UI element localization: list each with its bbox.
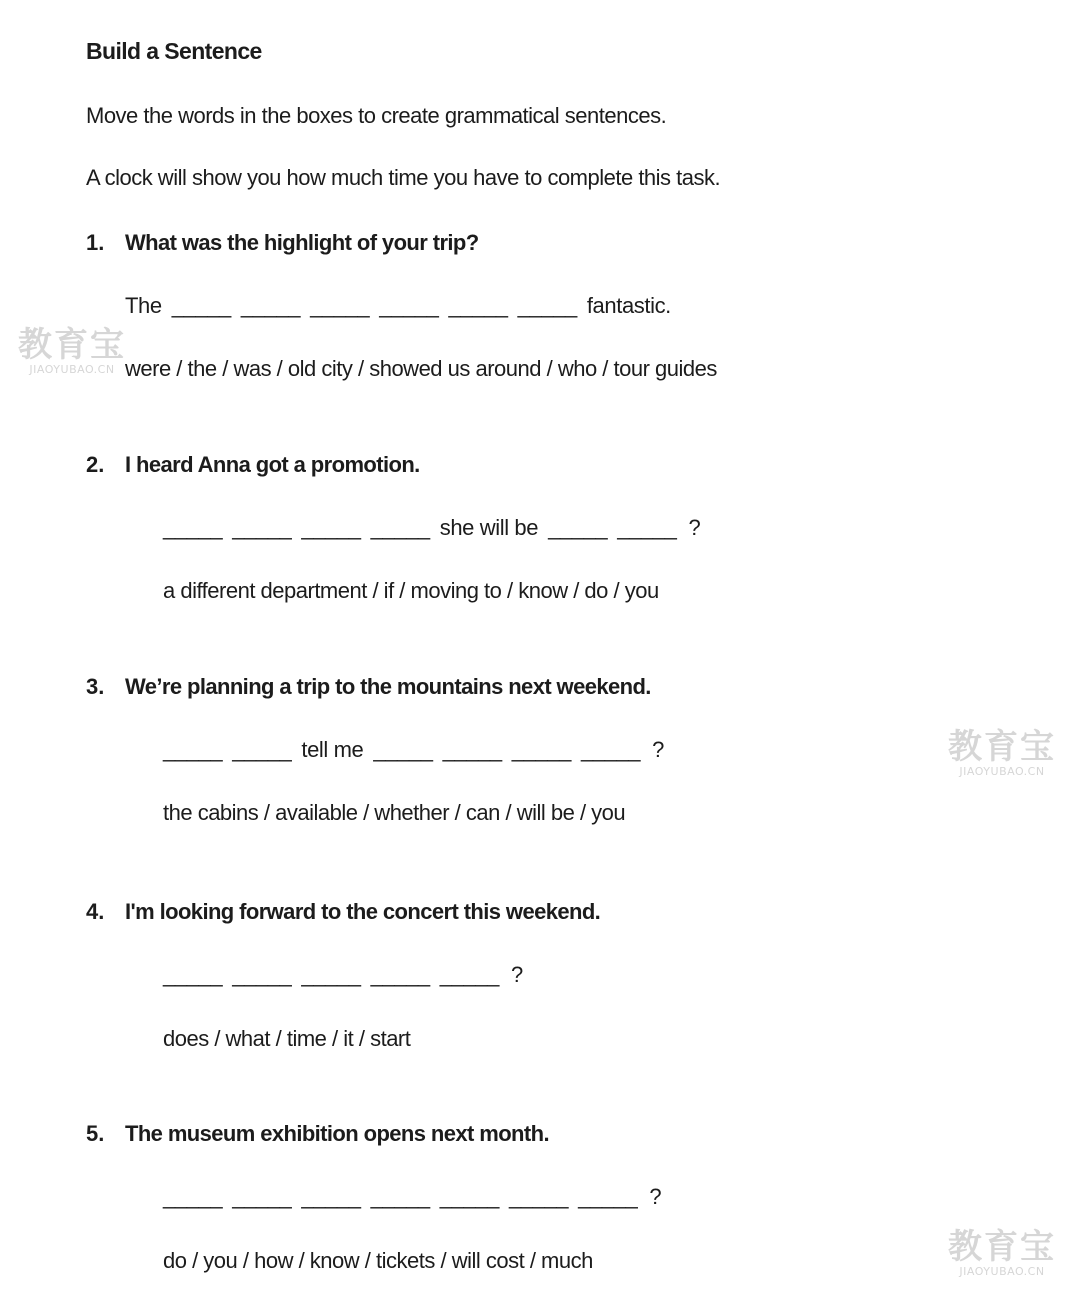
sentence-punctuation: ?: [649, 1184, 662, 1209]
question-5-prompt: The museum exhibition opens next month.: [125, 1121, 549, 1146]
question-1-word-bank: were / the / was / old city / showed us around / who / tour guides: [125, 356, 717, 381]
instruction-1: Move the words in the boxes to create grammatical sentences.: [86, 103, 667, 128]
answer-blank[interactable]: _____: [163, 737, 223, 762]
question-2-word-bank: a different department / if / moving to / know / do / you: [163, 578, 659, 603]
question-4-word-bank: does / what / time / it / start: [163, 1026, 411, 1051]
watermark-chinese: 教育宝: [18, 325, 126, 365]
answer-blank[interactable]: _____: [578, 1184, 638, 1209]
watermark-logo: [948, 1227, 1056, 1278]
question-1-prompt: What was the highlight of your trip?: [125, 230, 479, 255]
answer-blank[interactable]: _____: [301, 962, 361, 987]
answer-blank[interactable]: _____: [301, 515, 361, 540]
answer-blank[interactable]: _____: [240, 293, 301, 318]
question-3-number: 3.: [86, 674, 105, 699]
answer-blank[interactable]: _____: [163, 515, 223, 540]
question-5-word-bank: do / you / how / know / tickets / will cost / much: [163, 1248, 593, 1273]
answer-blank[interactable]: _____: [373, 737, 433, 762]
question-4-prompt: I'm looking forward to the concert this weekend.: [125, 899, 601, 924]
answer-blank[interactable]: _____: [370, 962, 430, 987]
question-3-prompt: We’re planning a trip to the mountains next weekend.: [125, 674, 651, 699]
answer-blank[interactable]: _____: [617, 515, 677, 540]
sentence-word: tell me: [301, 737, 364, 762]
answer-blank[interactable]: _____: [232, 737, 292, 762]
instruction-2: A clock will show you how much time you have to complete this task.: [86, 165, 721, 190]
sentence-word: fantastic.: [586, 293, 671, 318]
answer-blank[interactable]: _____: [232, 1184, 292, 1209]
question-1-number: 1.: [86, 230, 105, 255]
sentence-punctuation: ?: [510, 962, 523, 987]
question-2-prompt: I heard Anna got a promotion.: [125, 452, 420, 477]
question-2-number: 2.: [86, 452, 105, 477]
answer-blank[interactable]: _____: [370, 515, 430, 540]
question-3-sentence: [163, 737, 674, 763]
question-2-sentence: [163, 515, 710, 541]
page-title: Build a Sentence: [86, 38, 262, 64]
watermark-site: JIAOYUBAO.CN: [29, 363, 115, 376]
answer-blank[interactable]: _____: [548, 515, 608, 540]
watermark-chinese: 教育宝: [948, 727, 1056, 767]
answer-blank[interactable]: _____: [310, 293, 370, 318]
watermark-site: JIAOYUBAO.CN: [959, 1265, 1045, 1278]
watermark-chinese: 教育宝: [948, 1227, 1056, 1267]
question-4-sentence: [163, 962, 533, 988]
answer-blank[interactable]: _____: [517, 293, 577, 318]
answer-blank[interactable]: _____: [379, 293, 439, 318]
question-4-number: 4.: [86, 899, 105, 924]
answer-blank[interactable]: _____: [508, 1184, 569, 1209]
answer-blank[interactable]: _____: [448, 293, 508, 318]
sentence-word: she will be: [439, 515, 539, 540]
answer-blank[interactable]: _____: [163, 1184, 223, 1209]
watermark-logo: [18, 325, 126, 376]
watermark-site: JIAOYUBAO.CN: [959, 765, 1045, 778]
answer-blank[interactable]: _____: [439, 1184, 499, 1209]
answer-blank[interactable]: _____: [301, 1184, 361, 1209]
sentence-punctuation: ?: [652, 737, 664, 762]
question-3-word-bank: the cabins / available / whether / can / will be / you: [163, 800, 626, 825]
sentence-punctuation: ?: [688, 515, 701, 540]
watermark-logo: [948, 727, 1056, 778]
answer-blank[interactable]: _____: [171, 293, 231, 318]
question-5-sentence: [163, 1184, 671, 1210]
answer-blank[interactable]: _____: [232, 515, 292, 540]
answer-blank[interactable]: _____: [580, 737, 641, 762]
answer-blank[interactable]: _____: [370, 1184, 430, 1209]
question-5-number: 5.: [86, 1121, 105, 1146]
question-1-sentence: [125, 293, 681, 319]
answer-blank[interactable]: _____: [442, 737, 502, 762]
answer-blank[interactable]: _____: [439, 962, 499, 987]
answer-blank[interactable]: _____: [163, 962, 223, 987]
answer-blank[interactable]: _____: [511, 737, 571, 762]
sentence-word: The: [125, 293, 162, 318]
answer-blank[interactable]: _____: [232, 962, 292, 987]
